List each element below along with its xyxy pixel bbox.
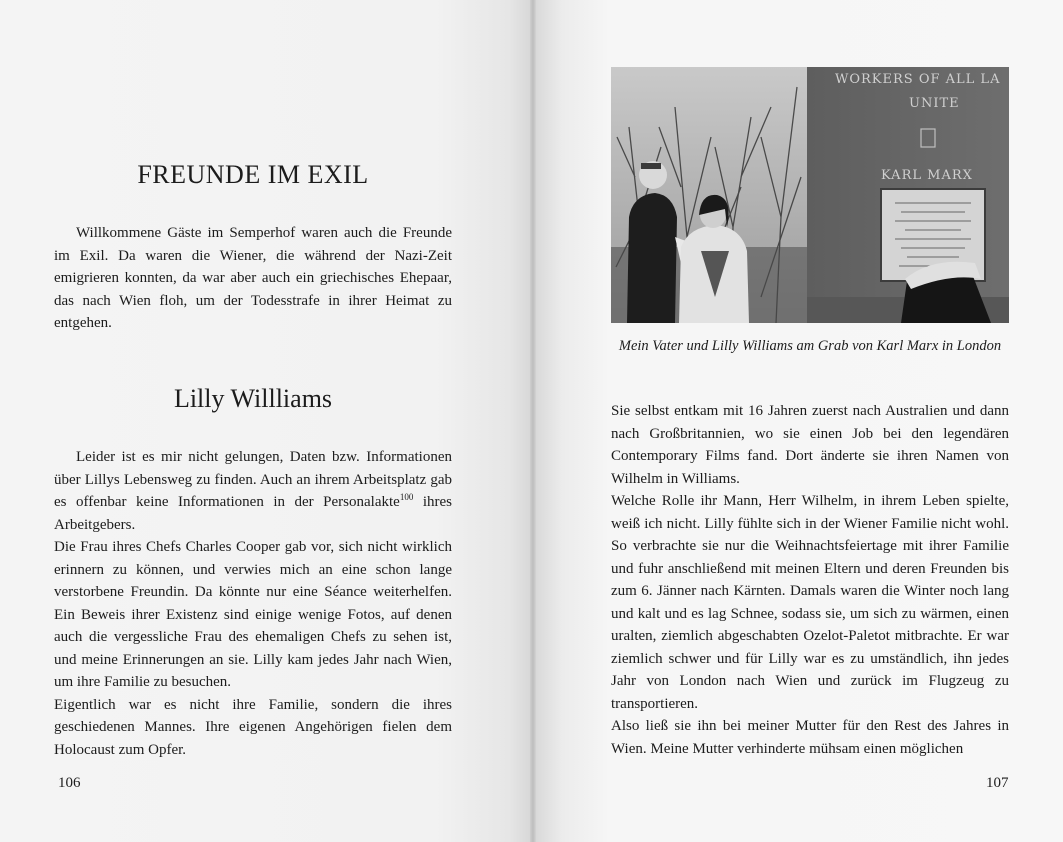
paragraph: Also ließ sie ihn bei meiner Mutter für den Rest des Jahres in Wien. Meine Mutter verhinderte mühsam einen möglichen [611,718,1009,757]
left-page [0,0,530,842]
photo-illustration [611,67,1009,323]
paragraph: Sie selbst entkam mit 16 Jahren zuerst nach Australien und dann nach Großbritannien, wo sie einen Job bei den legendären Contemporary Films fand. Dort änderte sie ihren Namen von Wilhelm in Williams. [611,403,1009,487]
photo-caption: Mein Vater und Lilly Williams am Grab von Karl Marx in London [618,338,1002,354]
page-number: 106 [58,775,81,791]
right-text-block [611,400,1009,760]
section-text-block [54,446,452,761]
photo-karl-marx-grave [611,67,1009,323]
paragraph: Eigentlich war es nicht ihre Familie, sondern die ihres geschiedenen Mannes. Ihre eigenen Angehörigen fielen dem Holocaust zum Opfer. [54,696,452,758]
section-title: Lilly Willliams [173,384,333,413]
chapter-title: FREUNDE IM EXIL [137,160,369,189]
engraved-name: KARL MARX [881,168,973,183]
paragraph: Die Frau ihres Chefs Charles Cooper gab vor, sich nicht wirklich erinnern zu können, und verwies mich an eine schon lange verstorbene Freundin. Da könnte nur eine Séance weiterhelfen. Ein Beweis ihrer Existenz sind einige wenige Fotos, auf denen auch die vergessliche Frau des ehemaligen Chefs zu sehen ist, und meine Erinnerungen an sie. Lilly kam jedes Jahr nach Wien, um ihre Familie zu besuchen. [54,539,452,690]
intro-text-block [54,222,452,335]
intro-paragraph: Willkommene Gäste im Semperhof waren auch die Freunde im Exil. Da waren die Wiener, die während der Nazi-Zeit emigrieren konnten, da war aber auch ein griechisches Ehepaar, das nach Wien floh, um der Todesstrafe in ihrer Heimat zu entgehen. [54,225,452,331]
paragraph: Welche Rolle ihr Mann, Herr Wilhelm, in ihrem Leben spielte, weiß ich nicht. Lilly fühlte sich in der Wiener Familie nicht wohl. So verbrachte sie nur die Weihnachtsfeiertage mit ihrer Familie und fuhr anschließend mit meinen Eltern und deren Freunden bis zum 6. Jänner nach Kärnten. Damals waren die Winter noch lang und kalt und es lag Schnee, sodass sie, um sich zu wärmen, einen uralten, ziemlich abgeschabten Ozelot-Paletot mitbrachte. Er war ziemlich schwer und für Lilly war es zu umständlich, ihn jedes Jahr von London nach Wien und zurück im Flugzeug zu transportieren. [611,493,1009,712]
engraved-text: WORKERS OF ALL LA [835,72,1001,87]
engraved-text: UNITE [909,96,960,111]
paragraph-text: ihres Arbeitgebers. [54,494,452,533]
footnote-reference[interactable]: 100 [399,492,414,502]
page-number: 107 [986,775,1009,791]
paragraph-text: Leider ist es mir nicht gelungen, Daten bzw. Informationen über Lillys Lebensweg zu finden. Auch an ihrem Arbeitsplatz gab es offenbar keine Informationen in der Personalakte [54,449,452,510]
paragraph [54,446,452,536]
